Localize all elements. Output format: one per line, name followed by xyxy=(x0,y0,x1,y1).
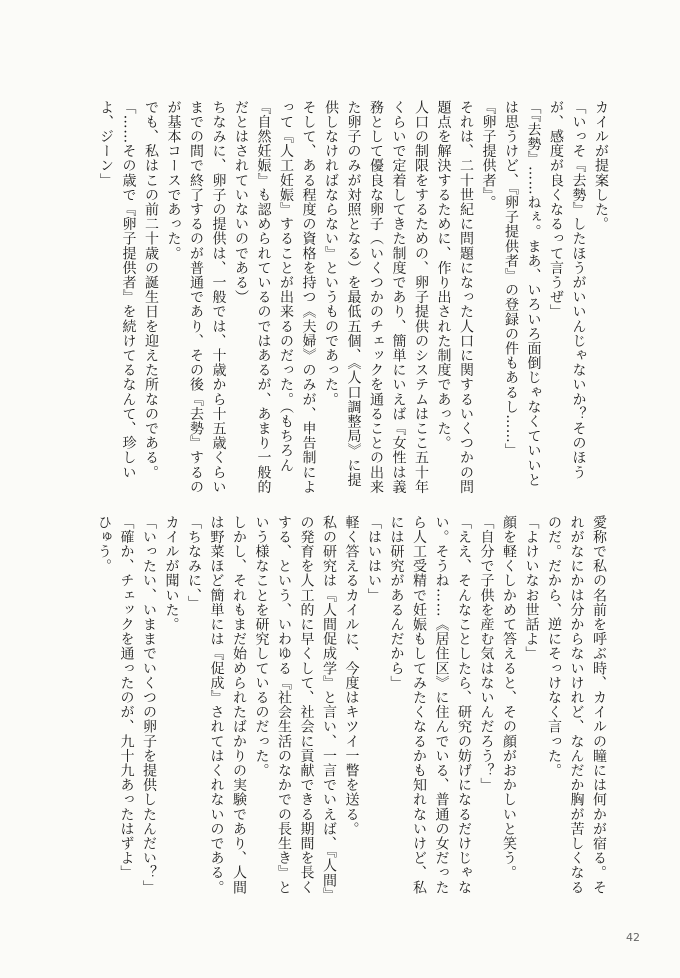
paragraph: 「はいはい」 xyxy=(366,515,382,603)
paragraph: 「自分で子供を産む気はないんだろう？」 xyxy=(478,515,495,793)
paragraph: 愛称で私の名前を呼ぶ時、カイルの瞳には何かが宿る。それがなにかは分からないけれど、なんだか胸が苦しくなるのだ。だから、逆にそっけなく言った。 xyxy=(546,515,607,895)
paragraph: しかし、それもまだ始められたばかりの実験であり、人間は野菜ほど簡単には『促成』されてはくれないのである。 xyxy=(208,515,247,895)
paragraph: 「ちなみに、」 xyxy=(186,515,202,611)
paragraph: 「『去勢』……ねぇ。まあ、いろいろ面倒じゃなくていいとは思うけど、『卵子提供者』の登録の件もあるし……」 xyxy=(503,100,542,488)
paragraph: 軽く答えるカイルに、今度はキツイ一瞥を送る。 xyxy=(343,515,360,837)
paragraph: 人口の制限をするための、卵子提供のシステムはここ五十年くらいで定着してきた制度であり、簡単にいえば『女性は義務として優良な卵子（いくつかのチェックを通ることの出来た卵子のみが対照となる）を最低五個、《人口調整局》に提供しなければならない』というものであった。 xyxy=(323,100,429,495)
paragraph: カイルが聞いた。 xyxy=(163,515,180,632)
paragraph: そして、ある程度の資格を持つ《夫婦》のみが、申告制によって『人工妊娠』することが出来るのだった。（もちろん『自然妊娠』も認められているのではあるが、あまり一般的だとはされていないのである） xyxy=(233,100,317,495)
paragraph: ひゅう。 xyxy=(96,515,112,574)
paragraph: ちなみに、卵子の提供は、一般では、十歳から十五歳くらいまでの間で終了するのが普通であり、その後『去勢』するのが基本コースであった。 xyxy=(165,100,227,495)
paragraph: 「ええ、そんなことしたら、研究の妨げになるだけじゃない。そうね……《居住区》に住んでいる、普通の女だったら人工受精で妊娠もしてみたくなるかも知れないけど、私には研究があるんだから」 xyxy=(388,515,472,895)
paragraph: 『卵子提供者』。 xyxy=(480,100,497,210)
paragraph: それは、二十世紀に問題になった人口に関するいくつかの問題点を解決するために、作り出された制度であった。 xyxy=(435,100,474,495)
paragraph: 「確か、チェックを通ったのが、九十九あったはずよ」 xyxy=(118,515,135,880)
paragraph: でも、私はこの前二十歳の誕生日を迎えた所なのである。 xyxy=(143,100,159,480)
paragraph: 顔を軽くしかめて答えると、その顔がおかしいと笑う。 xyxy=(501,515,517,880)
paragraph: 「いっそ『去勢』したほうがいいんじゃないか？そのほうが、感度が良くなるって言うぜ」 xyxy=(548,100,587,480)
paragraph: 「よけいなお世話よ」 xyxy=(523,515,540,661)
paragraph: 「……その歳で『卵子提供者』を続けてるなんて、珍しいよ、ジーン」 xyxy=(98,100,137,480)
page-number: 42 xyxy=(626,931,640,944)
paragraph: カイルが提案した。 xyxy=(593,100,609,232)
lower-text-block xyxy=(70,515,610,905)
paragraph: 「いったい、いままでいくつの卵子を提供したんだい？」 xyxy=(141,515,157,895)
upper-text-block xyxy=(37,100,612,495)
paragraph: 私の研究は『人間促成学』と言い、一言でいえば、『人間』の発育を人工的に早くして、社会に貢献できる期間を長くする、という、いわゆる『社会生活のなかでの長生き』という様なことを研究しているのだった。 xyxy=(253,515,337,903)
